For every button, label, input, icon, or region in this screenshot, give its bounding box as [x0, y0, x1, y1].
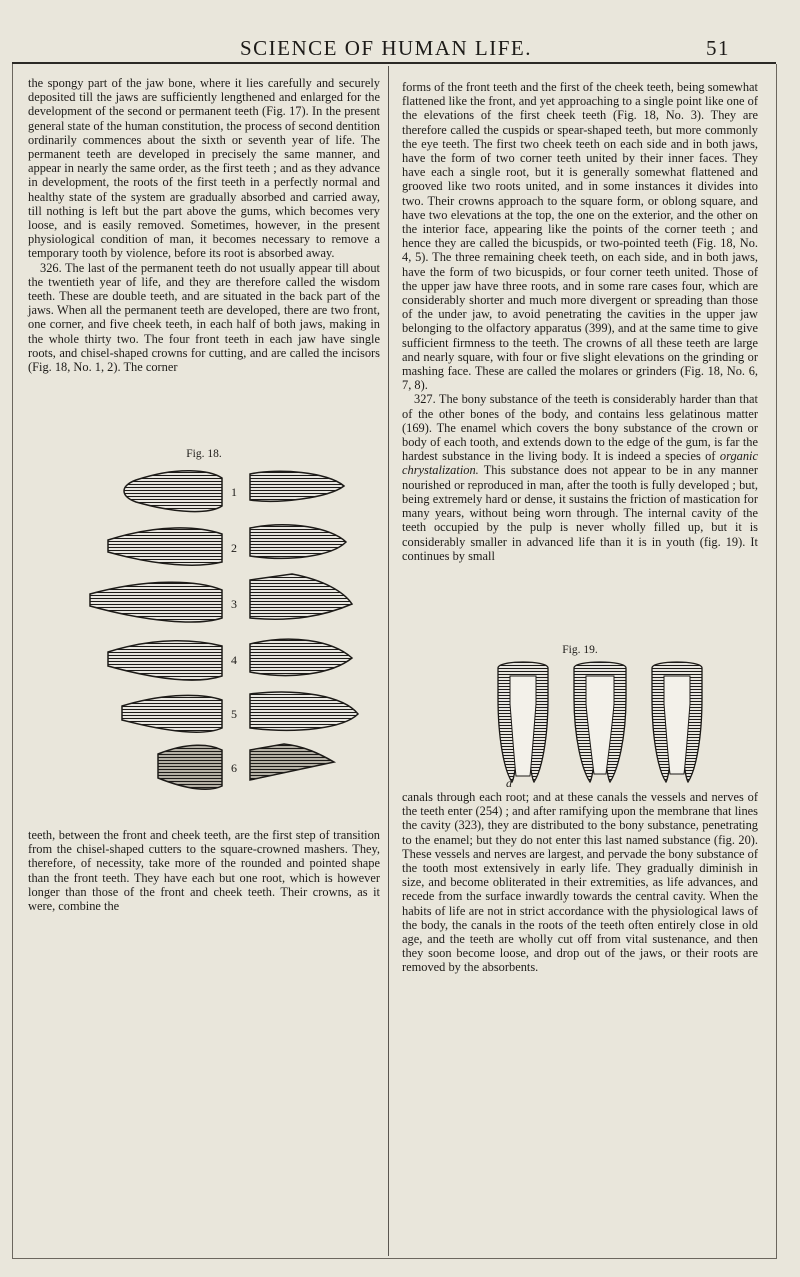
- italic-term: organic chrystalization.: [402, 449, 758, 478]
- tooth-4: [108, 639, 352, 680]
- right-column: [402, 80, 758, 563]
- tooth-6: [158, 744, 334, 789]
- figure-18-caption: Fig. 18.: [186, 448, 222, 460]
- paragraph: forms of the front teeth and the first of the cheek teeth, being somewhat flattened like the front, and yet approaching to a single point like one of the elevations of the first cheek teeth (Fig. 18, No. 3). They are therefore called the cuspids or spear-shaped teeth, but more commonly the eye teeth. The first two cheek teeth on each side and in both jaws, have the form of two corner teeth united by their inner faces. They have each a single root, but it is generally somewhat flattened and grooved like two roots united, and in some instances it divides into two. Their crowns approach to the square form, or oblong square, and have two elevations at the top, the one on the exterior, and the other on the interior face, appearing like the points of the corner teeth ; and hence they are called the bicuspids, or two-pointed teeth (Fig. 18, No. 4, 5). The three remaining cheek teeth, on each side, and in both jaws, have the form of two bicuspids, or four corner teeth united. Those of the upper jaw have three roots, and in some rare cases four, which are considerably shorter and much more divergent or spreading than those of the under jaw, to avoid penetrating the cavities in the upper jaw belonging to the olfactory apparatus (399), and at the same time to give sufficient firmness to the teeth. The crowns of all these teeth are large and nearly square, with four or five slight elevations on the grinding or mashing face. These are called the molares or grinders (Fig. 18, No. 6, 7, 8).: [402, 80, 758, 393]
- paragraph-327: [402, 392, 758, 562]
- right-column-continued: [402, 790, 758, 975]
- tooth-5: [122, 692, 358, 732]
- fig18-number-3: 3: [231, 597, 237, 611]
- column-divider: [388, 66, 389, 1256]
- paragraph: teeth, between the front and cheek teeth, are the first step of transition from the chisel-shaped cutters to the square-crowned mashers. They, therefore, of necessity, take more of the rounded and pointed shape than the front teeth. They have each but one root, which is however longer than those of the front and cheek teeth. Their crowns, as it were, combine the: [28, 828, 380, 914]
- figure-19: [402, 640, 758, 790]
- frame-bottom: [12, 1258, 777, 1259]
- frame-left: [12, 64, 13, 1259]
- header-rule: [12, 62, 776, 64]
- tooth-2: [108, 525, 346, 565]
- paragraph-326: 326. The last of the permanent teeth do not usually appear till about the twentieth year of life, and they are therefore called the wisdom teeth. These are double teeth, and are situated in the back part of the jaws. When all the permanent teeth are developed, there are two front, one corner, and five cheek teeth, in each half of both jaws, making in the whole thirty two. The four front teeth in each jaw have single roots, and chisel-shaped crowns for cutting, and are called the incisors (Fig. 18, No. 1, 2). The corner: [28, 260, 380, 375]
- tooth-sections-illustration: [402, 658, 758, 788]
- fig19-label: d: [506, 776, 512, 788]
- teeth-illustration: [28, 462, 380, 822]
- left-column: [28, 76, 380, 374]
- left-column-continued: [28, 828, 380, 913]
- tooth-section-3: [652, 662, 702, 782]
- figure-18: [28, 444, 380, 824]
- figure-19-caption: Fig. 19.: [562, 644, 598, 656]
- fig18-number-6: 6: [231, 761, 237, 775]
- tooth-section-1: [498, 662, 548, 782]
- paragraph: canals through each root; and at these canals the vessels and nerves of the teeth enter (254) ; and after ramifying upon the membrane that lines the cavity (323), they are distributed to the bony substance, penetrating to the enamel; but they do not enter this last named substance (fig. 20). These vessels and nerves are largest, and pervade the bony substance of the tooth most extensively in early life. They gradually diminish in size, and become obliterated in their extremities, as life advances, and recede from the surface inwardly towards the central cavity. When the habits of life are not in strict accordance with the physiological laws of the body, the canals in the roots of the teeth often entirely close in old age, and the teeth are wholly cut off from vital sustenance, and then they soon become loose, and drop out of the jaws, or their roots are removed by the absorbents.: [402, 790, 758, 975]
- running-head: [0, 34, 800, 64]
- fig18-number-1: 1: [231, 485, 237, 499]
- paragraph-327-continued: This substance does not appear to be in any manner nourished or reproduced in man, after the tooth is fully developed ; but, being extremely hard or dense, it sustains the friction of mastication for many years, without being worn through. The internal cavity of the teeth occupied by the pulp is never wholly filled up, but it is considerably smaller in advanced life than it is in youth (fig. 19). It continues by small: [402, 463, 759, 563]
- paragraph-327-text: 327. The bony substance of the teeth is considerably harder than that of the other bones of the body, and contains less gelatinous matter (169). The enamel which covers the bony substance of the crown or body of each tooth, and extends down to the edge of the gum, is far the hardest substance in the living body. It is indeed a species of: [402, 392, 758, 464]
- fig18-number-2: 2: [231, 541, 237, 555]
- frame-right: [776, 64, 777, 1259]
- fig18-number-5: 5: [231, 707, 237, 721]
- paragraph: the spongy part of the jaw bone, where it lies carefully and securely deposited till the jaws are sufficiently lengthened and enlarged for the development of the second or permanent teeth (Fig. 17). In the present general state of the human constitution, the process of second dentition ordinarily commences about the sixth or seventh year of life. The permanent teeth are developed in precisely the same manner, and appear in nearly the same order, as the first teeth ; and as they advance in development, the roots of the first teeth in a perfectly normal and healthy state of the system are gradually absorbed and carried away, till nothing is left but the part above the gums, which becomes very loose, and is easily removed. Sometimes, however, in the present physiological condition of man, it becomes necessary to remove a temporary tooth by violence, before its root is absorbed away.: [28, 76, 381, 261]
- tooth-3: [90, 574, 352, 622]
- fig18-number-4: 4: [231, 653, 237, 667]
- page-title: SCIENCE OF HUMAN LIFE.: [240, 36, 533, 60]
- tooth-section-2: [574, 662, 626, 782]
- page-number: 51: [706, 36, 730, 60]
